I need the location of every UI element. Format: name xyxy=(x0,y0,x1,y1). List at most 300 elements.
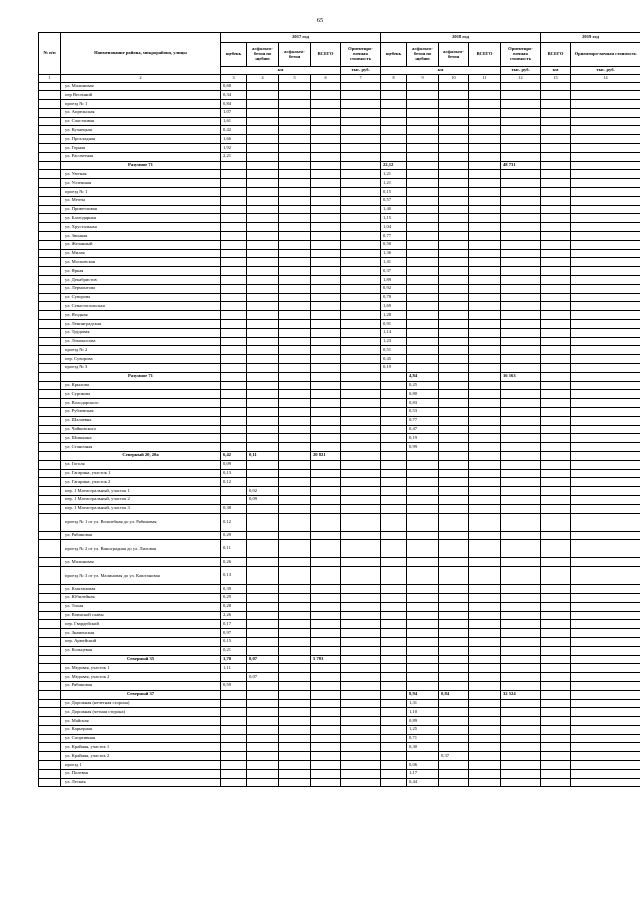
value-cell xyxy=(439,232,469,241)
value-cell xyxy=(381,407,407,416)
value-cell xyxy=(221,320,247,329)
value-cell xyxy=(311,179,341,188)
row-number-cell xyxy=(39,82,61,91)
row-number-cell xyxy=(39,346,61,355)
value-cell xyxy=(469,717,501,726)
value-cell xyxy=(541,690,571,699)
value-cell xyxy=(341,407,381,416)
value-cell: 0,09 xyxy=(221,460,247,469)
col-no-header: № п/п xyxy=(39,33,61,75)
value-cell xyxy=(341,346,381,355)
value-cell xyxy=(501,249,541,258)
value-cell xyxy=(311,82,341,91)
row-number-cell xyxy=(39,593,61,602)
value-cell xyxy=(341,673,381,682)
value-cell xyxy=(279,664,311,673)
table-row xyxy=(39,223,640,232)
value-cell xyxy=(311,416,341,425)
value-cell xyxy=(247,346,279,355)
value-cell xyxy=(501,364,541,373)
value-cell: 22,12 xyxy=(381,161,407,170)
row-number-cell xyxy=(39,170,61,179)
row-number-cell xyxy=(39,117,61,126)
row-number-cell xyxy=(39,267,61,276)
value-cell xyxy=(541,602,571,611)
value-cell xyxy=(571,267,640,276)
value-cell xyxy=(571,126,640,135)
value-cell xyxy=(407,135,439,144)
value-cell xyxy=(571,82,640,91)
value-cell xyxy=(407,170,439,179)
value-cell xyxy=(501,637,541,646)
value-cell xyxy=(469,152,501,161)
value-cell xyxy=(221,443,247,452)
value-cell xyxy=(247,567,279,585)
value-cell xyxy=(439,302,469,311)
value-cell xyxy=(541,117,571,126)
value-cell xyxy=(439,390,469,399)
value-cell xyxy=(279,108,311,117)
value-cell xyxy=(221,258,247,267)
value-cell xyxy=(247,531,279,540)
value-cell: 0,29 xyxy=(221,593,247,602)
value-cell xyxy=(341,451,381,460)
value-cell xyxy=(541,478,571,487)
table-row xyxy=(39,769,640,778)
value-cell xyxy=(311,487,341,496)
value-cell xyxy=(311,752,341,761)
value-cell xyxy=(247,743,279,752)
row-number-cell xyxy=(39,337,61,346)
value-cell xyxy=(311,531,341,540)
row-number-cell xyxy=(39,769,61,778)
table-row xyxy=(39,487,640,496)
value-cell xyxy=(247,293,279,302)
row-number-cell xyxy=(39,284,61,293)
value-cell xyxy=(279,655,311,664)
value-cell xyxy=(247,558,279,567)
value-cell xyxy=(571,372,640,381)
value-cell xyxy=(279,769,311,778)
value-cell xyxy=(221,232,247,241)
value-cell xyxy=(541,320,571,329)
value-cell: 0,83 xyxy=(407,399,439,408)
value-cell xyxy=(501,108,541,117)
value-cell xyxy=(469,620,501,629)
value-cell xyxy=(469,673,501,682)
value-cell xyxy=(501,381,541,390)
value-cell xyxy=(221,364,247,373)
value-cell xyxy=(571,540,640,558)
value-cell xyxy=(501,276,541,285)
value-cell xyxy=(541,664,571,673)
value-cell xyxy=(571,504,640,513)
value-cell xyxy=(439,717,469,726)
table-row xyxy=(39,664,640,673)
value-cell xyxy=(501,752,541,761)
value-cell xyxy=(439,655,469,664)
value-cell xyxy=(381,504,407,513)
value-cell xyxy=(279,469,311,478)
value-cell xyxy=(571,284,640,293)
value-cell: 0,29 xyxy=(221,531,247,540)
table-row xyxy=(39,232,640,241)
value-cell xyxy=(311,372,341,381)
row-number-cell xyxy=(39,513,61,531)
value-cell xyxy=(407,144,439,153)
value-cell: 0,12 xyxy=(221,478,247,487)
value-cell: 1,61 xyxy=(221,117,247,126)
value-cell xyxy=(247,126,279,135)
value-cell xyxy=(439,504,469,513)
value-cell xyxy=(341,681,381,690)
table-row xyxy=(39,240,640,249)
row-number-cell xyxy=(39,646,61,655)
value-cell xyxy=(311,311,341,320)
value-cell xyxy=(311,240,341,249)
value-cell xyxy=(381,602,407,611)
value-cell xyxy=(221,214,247,223)
value-cell xyxy=(341,390,381,399)
value-cell xyxy=(469,585,501,594)
value-cell xyxy=(541,196,571,205)
value-cell: 0,92 xyxy=(381,284,407,293)
value-cell xyxy=(279,126,311,135)
street-name-cell: ул. Володарского xyxy=(61,399,221,408)
value-cell xyxy=(571,629,640,638)
value-cell xyxy=(541,188,571,197)
value-cell xyxy=(439,346,469,355)
value-cell xyxy=(469,91,501,100)
row-number-cell xyxy=(39,196,61,205)
value-cell xyxy=(439,240,469,249)
subheader: ВСЕГО xyxy=(311,43,341,67)
table-row xyxy=(39,293,640,302)
value-cell xyxy=(541,284,571,293)
value-cell xyxy=(541,152,571,161)
table-row xyxy=(39,407,640,416)
value-cell xyxy=(407,593,439,602)
table-row xyxy=(39,567,640,585)
table-row xyxy=(39,188,640,197)
row-number-cell xyxy=(39,161,61,170)
value-cell xyxy=(439,531,469,540)
col-name-header: Наименование района, микрорайона, улицы xyxy=(61,33,221,75)
value-cell xyxy=(279,646,311,655)
value-cell xyxy=(571,752,640,761)
row-number-cell xyxy=(39,460,61,469)
value-cell xyxy=(311,708,341,717)
street-name-cell: ул. Декабристов xyxy=(61,276,221,285)
value-cell xyxy=(311,690,341,699)
value-cell xyxy=(279,258,311,267)
value-cell xyxy=(501,778,541,787)
value-cell xyxy=(439,629,469,638)
value-cell: 0,21 xyxy=(221,646,247,655)
value-cell xyxy=(279,734,311,743)
value-cell xyxy=(571,778,640,787)
value-cell: 1,25 xyxy=(407,725,439,734)
value-cell xyxy=(341,778,381,787)
value-cell xyxy=(247,152,279,161)
subheader: асфальто-бетон по щебню xyxy=(407,43,439,67)
value-cell xyxy=(247,381,279,390)
value-cell xyxy=(407,214,439,223)
value-cell xyxy=(381,655,407,664)
value-cell xyxy=(571,487,640,496)
value-cell xyxy=(501,232,541,241)
value-cell xyxy=(571,320,640,329)
value-cell xyxy=(341,161,381,170)
value-cell: 0,45 xyxy=(381,355,407,364)
value-cell xyxy=(407,620,439,629)
value-cell xyxy=(221,725,247,734)
value-cell xyxy=(469,117,501,126)
value-cell xyxy=(541,708,571,717)
value-cell xyxy=(541,126,571,135)
value-cell xyxy=(381,585,407,594)
value-cell xyxy=(501,567,541,585)
street-name-cell: ул. Прохладная xyxy=(61,135,221,144)
row-number-cell xyxy=(39,469,61,478)
value-cell xyxy=(571,249,640,258)
value-cell: 0,28 xyxy=(221,602,247,611)
value-cell: 1,69 xyxy=(381,302,407,311)
value-cell: 8,94 xyxy=(407,690,439,699)
value-cell xyxy=(571,390,640,399)
column-index-row xyxy=(39,75,640,83)
value-cell xyxy=(247,434,279,443)
subheader: щебень xyxy=(381,43,407,67)
row-number-cell xyxy=(39,355,61,364)
row-number-cell xyxy=(39,734,61,743)
value-cell xyxy=(381,681,407,690)
value-cell xyxy=(279,637,311,646)
value-cell xyxy=(469,531,501,540)
row-number-cell xyxy=(39,416,61,425)
street-name-cell: ул. Медовая, участок 2 xyxy=(61,673,221,682)
value-cell xyxy=(469,681,501,690)
row-number-cell xyxy=(39,302,61,311)
table-row xyxy=(39,205,640,214)
value-cell xyxy=(501,144,541,153)
value-cell xyxy=(311,126,341,135)
unit-km: км xyxy=(221,67,341,75)
table-row xyxy=(39,443,640,452)
value-cell xyxy=(501,558,541,567)
value-cell xyxy=(501,495,541,504)
value-cell xyxy=(311,567,341,585)
value-cell xyxy=(541,346,571,355)
value-cell xyxy=(541,179,571,188)
value-cell: 0,19 xyxy=(381,364,407,373)
value-cell xyxy=(381,690,407,699)
table-row xyxy=(39,646,640,655)
value-cell xyxy=(541,646,571,655)
value-cell xyxy=(341,478,381,487)
value-cell xyxy=(571,434,640,443)
value-cell xyxy=(247,460,279,469)
value-cell xyxy=(439,725,469,734)
value-cell xyxy=(571,451,640,460)
value-cell xyxy=(469,249,501,258)
value-cell xyxy=(279,593,311,602)
value-cell: 0,97 xyxy=(221,629,247,638)
row-number-cell xyxy=(39,179,61,188)
value-cell xyxy=(279,513,311,531)
value-cell xyxy=(407,646,439,655)
value-cell xyxy=(279,416,311,425)
value-cell xyxy=(381,664,407,673)
value-cell xyxy=(571,196,640,205)
value-cell xyxy=(439,602,469,611)
value-cell xyxy=(279,381,311,390)
value-cell xyxy=(439,170,469,179)
value-cell xyxy=(541,637,571,646)
value-cell xyxy=(407,629,439,638)
row-number-cell xyxy=(39,240,61,249)
value-cell xyxy=(571,734,640,743)
table-row xyxy=(39,311,640,320)
value-cell xyxy=(541,135,571,144)
table-row xyxy=(39,170,640,179)
value-cell xyxy=(279,240,311,249)
value-cell xyxy=(571,416,640,425)
value-cell xyxy=(541,205,571,214)
value-cell xyxy=(279,460,311,469)
value-cell xyxy=(311,460,341,469)
value-cell xyxy=(541,443,571,452)
value-cell: 0,80 xyxy=(407,390,439,399)
value-cell xyxy=(247,276,279,285)
value-cell xyxy=(571,170,640,179)
value-cell: 0,06 xyxy=(407,761,439,770)
value-cell xyxy=(381,117,407,126)
value-cell xyxy=(247,117,279,126)
value-cell xyxy=(541,214,571,223)
value-cell xyxy=(501,540,541,558)
value-cell: 1,31 xyxy=(407,699,439,708)
street-name-cell: ул. Ягодная xyxy=(61,311,221,320)
street-name-cell: ул. Яркая xyxy=(61,267,221,276)
value-cell xyxy=(541,161,571,170)
value-cell xyxy=(541,620,571,629)
value-cell xyxy=(247,240,279,249)
value-cell xyxy=(279,752,311,761)
value-cell xyxy=(341,108,381,117)
value-cell xyxy=(311,302,341,311)
value-cell xyxy=(501,126,541,135)
value-cell xyxy=(247,267,279,276)
table-row xyxy=(39,320,640,329)
value-cell: 1,23 xyxy=(381,337,407,346)
column-index-cell: 10 xyxy=(439,75,469,83)
value-cell xyxy=(571,681,640,690)
value-cell: 0,57 xyxy=(381,196,407,205)
value-cell xyxy=(279,585,311,594)
value-cell xyxy=(247,328,279,337)
table-row xyxy=(39,108,640,117)
value-cell: 5 783 xyxy=(311,655,341,664)
value-cell xyxy=(279,558,311,567)
table-row xyxy=(39,478,640,487)
street-name-cell: ул. Крайняя, участок 1 xyxy=(61,743,221,752)
value-cell xyxy=(541,223,571,232)
street-name-cell: ул. Сурикова xyxy=(61,390,221,399)
value-cell xyxy=(341,214,381,223)
value-cell xyxy=(439,91,469,100)
value-cell xyxy=(439,469,469,478)
value-cell xyxy=(279,188,311,197)
value-cell: 1,10 xyxy=(407,708,439,717)
value-cell: 1,92 xyxy=(221,144,247,153)
value-cell xyxy=(341,585,381,594)
column-index-cell: 13 xyxy=(541,75,571,83)
value-cell xyxy=(221,399,247,408)
value-cell xyxy=(341,293,381,302)
value-cell: 0,59 xyxy=(221,681,247,690)
value-cell xyxy=(501,135,541,144)
row-number-cell xyxy=(39,717,61,726)
table-row xyxy=(39,196,640,205)
value-cell xyxy=(221,425,247,434)
value-cell xyxy=(381,91,407,100)
value-cell xyxy=(279,320,311,329)
street-name-cell: ул. Лесная xyxy=(61,778,221,787)
value-cell xyxy=(439,734,469,743)
value-cell xyxy=(341,232,381,241)
value-cell xyxy=(341,337,381,346)
value-cell xyxy=(381,699,407,708)
value-cell xyxy=(501,188,541,197)
street-name-cell: ул. Приветливая xyxy=(61,205,221,214)
street-name-cell: пер. Армейский xyxy=(61,637,221,646)
value-cell: 1,17 xyxy=(407,769,439,778)
value-cell xyxy=(541,469,571,478)
value-cell xyxy=(501,346,541,355)
group-row xyxy=(39,655,640,664)
value-cell xyxy=(311,135,341,144)
value-cell xyxy=(381,558,407,567)
value-cell xyxy=(439,513,469,531)
value-cell xyxy=(469,284,501,293)
value-cell xyxy=(501,769,541,778)
value-cell xyxy=(407,337,439,346)
value-cell xyxy=(341,558,381,567)
street-name-cell: ул. Чайковского xyxy=(61,425,221,434)
value-cell xyxy=(247,620,279,629)
value-cell xyxy=(279,717,311,726)
value-cell xyxy=(439,205,469,214)
value-cell xyxy=(279,249,311,258)
row-number-cell xyxy=(39,478,61,487)
value-cell xyxy=(541,372,571,381)
value-cell xyxy=(469,495,501,504)
value-cell xyxy=(341,328,381,337)
table-row xyxy=(39,460,640,469)
value-cell xyxy=(247,504,279,513)
value-cell xyxy=(311,100,341,109)
value-cell xyxy=(247,337,279,346)
value-cell: 0,30 xyxy=(407,743,439,752)
value-cell xyxy=(541,629,571,638)
value-cell xyxy=(469,734,501,743)
row-number-cell xyxy=(39,708,61,717)
value-cell xyxy=(279,232,311,241)
value-cell: 32 524 xyxy=(501,690,541,699)
value-cell xyxy=(501,725,541,734)
street-name-cell: проезд 1 xyxy=(61,761,221,770)
